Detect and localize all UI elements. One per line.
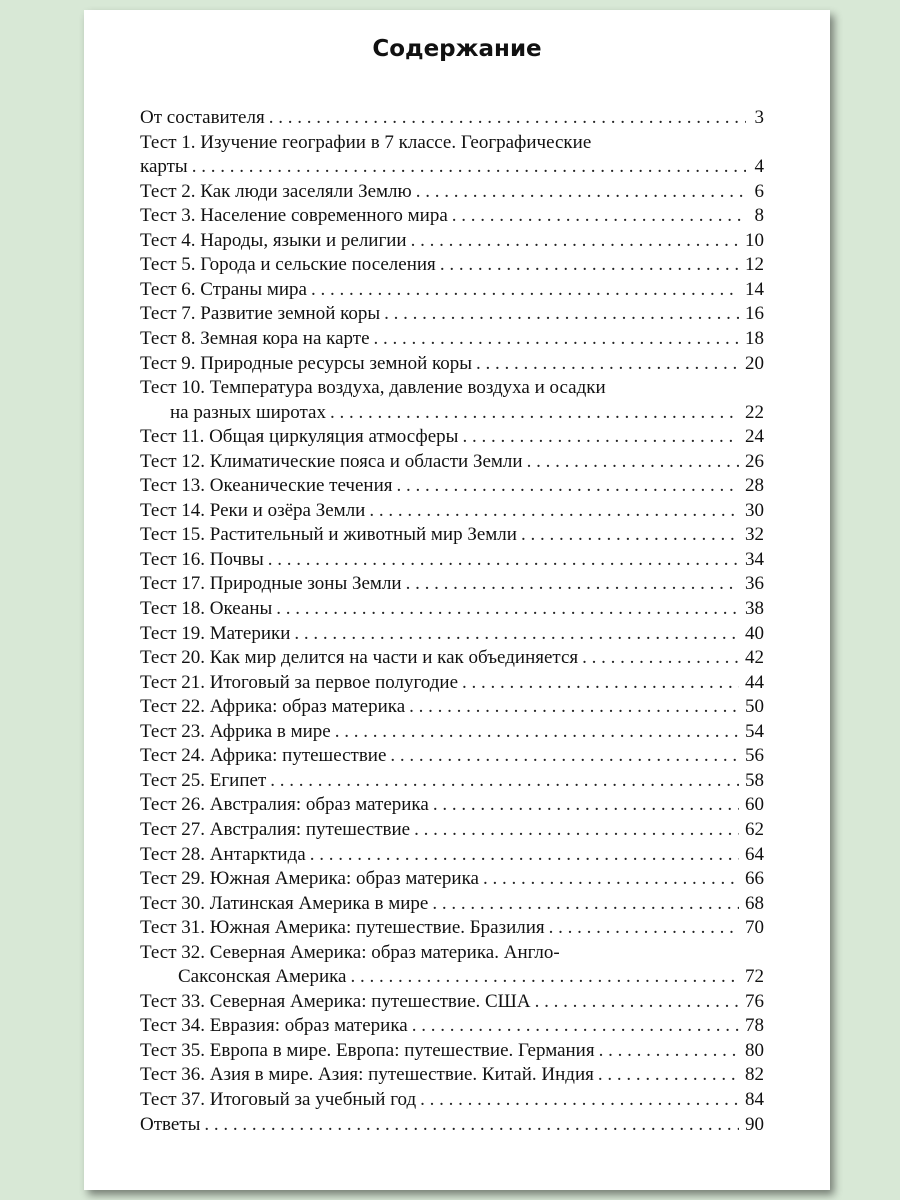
toc-page-number: 76 xyxy=(745,990,764,1012)
toc-entry-text: Тест 36. Азия в мире. Азия: путешествие. Китай. Индия xyxy=(140,1064,594,1086)
toc-page-number: 4 xyxy=(754,156,764,178)
toc-line xyxy=(140,990,764,1014)
toc-line xyxy=(140,671,764,695)
dot-leader xyxy=(409,695,739,719)
dot-leader xyxy=(462,671,739,695)
toc-page-number: 26 xyxy=(745,450,764,472)
toc-entry-text: Тест 37. Итоговый за учебный год xyxy=(140,1089,417,1110)
toc-entry-text: Тест 27. Австралия: путешествие xyxy=(140,818,411,840)
toc-page-number: 80 xyxy=(745,1039,764,1061)
dot-leader xyxy=(369,499,739,523)
toc-page-number: 10 xyxy=(745,229,764,251)
toc-line xyxy=(140,867,764,891)
toc-line xyxy=(140,499,764,523)
dot-leader xyxy=(599,1039,739,1063)
toc-line xyxy=(140,818,764,842)
toc-page-number: 34 xyxy=(745,548,764,570)
toc-page-number: 58 xyxy=(745,769,764,791)
toc-entry-text: Тест 35. Европа в мире. Европа: путешествие. Германия xyxy=(140,1039,595,1061)
toc-line xyxy=(140,204,764,228)
toc-line xyxy=(140,327,764,351)
toc-line xyxy=(140,253,764,277)
toc-page-number: 36 xyxy=(745,573,764,595)
toc-entry-text: Тест 5. Города и сельские поселения xyxy=(140,254,436,276)
toc-entry-text: Тест 10. Температура воздуха, давление воздуха и осадки xyxy=(140,377,606,399)
toc-page-number: 90 xyxy=(745,1113,764,1135)
toc-page-number: 30 xyxy=(745,499,764,521)
toc-line xyxy=(140,1088,764,1112)
toc-line xyxy=(140,916,764,940)
dot-leader xyxy=(294,622,739,646)
toc-line xyxy=(140,106,764,130)
toc-page-number: 8 xyxy=(754,205,764,227)
dot-leader xyxy=(549,916,739,940)
toc-page-number: 6 xyxy=(754,180,764,202)
toc-page-number: 12 xyxy=(745,254,764,276)
toc-entry-text: Тест 14. Реки и озёра Земли xyxy=(140,499,366,521)
toc-line xyxy=(140,352,764,376)
toc-entry-text: Тест 19. Материки xyxy=(140,622,291,644)
dot-leader xyxy=(411,229,739,253)
toc-entry-text: на разных широтах xyxy=(170,401,326,423)
toc-page-number: 40 xyxy=(745,622,764,644)
dot-leader xyxy=(440,253,739,277)
toc-line xyxy=(140,793,764,817)
dot-leader xyxy=(276,597,739,621)
toc-entry-text: Тест 22. Африка: образ материка xyxy=(140,696,406,718)
dot-leader xyxy=(351,965,740,989)
dot-leader xyxy=(270,769,739,793)
document-page xyxy=(84,10,830,1190)
toc-page-number: 38 xyxy=(745,598,764,619)
toc-entry-text: Тест 15. Растительный и животный мир Земли xyxy=(140,524,517,546)
toc-entry-text: Тест 2. Как люди заселяли Землю xyxy=(140,180,412,202)
dot-leader xyxy=(582,646,739,670)
toc-entry-text: Тест 4. Народы, языки и религии xyxy=(140,229,407,251)
toc-line xyxy=(140,278,764,302)
dot-leader xyxy=(204,1113,739,1137)
toc-entry-text: Тест 21. Итоговый за первое полугодие xyxy=(140,671,459,693)
toc-page-number: 82 xyxy=(745,1064,764,1086)
toc-line xyxy=(140,376,764,400)
toc-page-number: 54 xyxy=(745,720,764,742)
dot-leader xyxy=(412,1014,739,1038)
toc-line xyxy=(140,180,764,204)
dot-leader xyxy=(311,278,739,302)
toc-line xyxy=(140,720,764,744)
toc-line xyxy=(140,425,764,449)
toc-page-number: 28 xyxy=(745,475,764,497)
toc-entry-text: Тест 6. Страны мира xyxy=(140,278,307,300)
toc-line xyxy=(140,401,764,425)
toc-entry-text: Тест 25. Египет xyxy=(140,769,267,791)
toc-page-number: 44 xyxy=(745,671,764,693)
toc-entry-text: Тест 7. Развитие земной коры xyxy=(140,303,381,325)
toc-entry-text: Тест 11. Общая циркуляция атмосферы xyxy=(140,426,459,448)
toc-entry-text: Тест 9. Природные ресурсы земной коры xyxy=(140,352,473,374)
toc-entry-text: Тест 16. Почвы xyxy=(140,548,264,570)
toc-page-number: 50 xyxy=(745,696,764,718)
toc-entry-text: Тест 26. Австралия: образ материка xyxy=(140,794,429,816)
toc-line xyxy=(140,302,764,326)
dot-leader xyxy=(416,180,746,204)
toc-line xyxy=(140,695,764,719)
toc-entry-text: Саксонская Америка xyxy=(178,966,347,988)
toc-line xyxy=(140,597,764,621)
toc-line xyxy=(140,1014,764,1038)
toc-line xyxy=(140,622,764,646)
toc-line xyxy=(140,155,764,179)
toc-entry-text: Тест 17. Природные зоны Земли xyxy=(140,573,402,595)
toc-entry-text: Тест 12. Климатические пояса и области Земли xyxy=(140,450,523,472)
dot-leader xyxy=(397,474,740,498)
toc-page-number: 72 xyxy=(745,966,764,988)
dot-leader xyxy=(527,450,739,474)
toc-page-number: 20 xyxy=(745,352,764,374)
dot-leader xyxy=(390,744,739,768)
toc-line xyxy=(140,450,764,474)
toc-line xyxy=(140,523,764,547)
toc-page-number: 84 xyxy=(745,1089,764,1110)
dot-leader xyxy=(335,720,739,744)
toc-page-number: 22 xyxy=(745,401,764,423)
toc-line xyxy=(140,744,764,768)
dot-leader xyxy=(420,1088,739,1112)
toc-page-number: 18 xyxy=(745,327,764,349)
dot-leader xyxy=(452,204,746,228)
toc-line xyxy=(140,229,764,253)
toc-entry-text: Тест 32. Северная Америка: образ материка. Англо- xyxy=(140,941,560,963)
toc-line xyxy=(140,843,764,867)
dot-leader xyxy=(521,523,739,547)
dot-leader xyxy=(384,302,739,326)
toc-page-number: 42 xyxy=(745,647,764,669)
dot-leader xyxy=(330,401,739,425)
toc-entry-text: Тест 30. Латинская Америка в мире xyxy=(140,892,429,914)
toc-line xyxy=(140,646,764,670)
toc-entry-text: Тест 29. Южная Америка: образ материка xyxy=(140,868,479,890)
toc-line xyxy=(140,1039,764,1063)
toc-entry-text: Тест 34. Евразия: образ материка xyxy=(140,1015,408,1037)
page-title: Содержание xyxy=(372,36,542,62)
toc-page-number: 56 xyxy=(745,745,764,767)
toc-line xyxy=(140,131,764,155)
toc-entry-text: Тест 18. Океаны xyxy=(140,598,273,619)
toc-line xyxy=(140,892,764,916)
toc-line xyxy=(140,572,764,596)
toc-page-number: 68 xyxy=(745,892,764,914)
toc-page-number: 3 xyxy=(754,107,764,128)
toc-entry-text: Тест 23. Африка в мире xyxy=(140,720,331,742)
toc-page-number: 62 xyxy=(745,818,764,840)
toc-page-number: 14 xyxy=(745,278,764,300)
dot-leader xyxy=(192,155,746,179)
toc-page-number: 66 xyxy=(745,868,764,890)
toc-page-number: 16 xyxy=(745,303,764,325)
dot-leader xyxy=(406,572,739,596)
toc-page-number: 78 xyxy=(745,1015,764,1037)
dot-leader xyxy=(432,892,739,916)
toc-entry-text: Тест 33. Северная Америка: путешествие. США xyxy=(140,990,531,1012)
toc-entry-text: От составителя xyxy=(140,107,265,128)
toc-entry-text: карты xyxy=(140,156,188,178)
toc-entry-text: Тест 31. Южная Америка: путешествие. Бразилия xyxy=(140,917,545,939)
dot-leader xyxy=(268,548,739,572)
dot-leader xyxy=(310,843,739,867)
dot-leader xyxy=(483,867,739,891)
toc-line xyxy=(140,965,764,989)
dot-leader xyxy=(462,425,739,449)
toc-entry-text: Тест 3. Население современного мира xyxy=(140,205,448,227)
toc-page-number: 60 xyxy=(745,794,764,816)
dot-leader xyxy=(374,327,739,351)
dot-leader xyxy=(414,818,739,842)
dot-leader xyxy=(598,1063,739,1087)
toc-entry-text: Ответы xyxy=(140,1113,201,1135)
toc-line xyxy=(140,941,764,965)
dot-leader xyxy=(269,106,746,130)
toc-line xyxy=(140,548,764,572)
toc-page-number: 24 xyxy=(745,426,764,448)
toc-page-number: 70 xyxy=(745,917,764,939)
dot-leader xyxy=(476,352,739,376)
toc-entry-text: Тест 8. Земная кора на карте xyxy=(140,327,370,349)
toc-entry-text: Тест 24. Африка: путешествие xyxy=(140,745,387,767)
toc-page-number: 32 xyxy=(745,524,764,546)
toc-entry-text: Тест 1. Изучение географии в 7 классе. Географические xyxy=(140,131,592,153)
toc-entry-text: Тест 28. Антарктида xyxy=(140,843,306,865)
toc-line xyxy=(140,1063,764,1087)
toc-entry-text: Тест 20. Как мир делится на части и как объединяется xyxy=(140,647,579,669)
dot-leader xyxy=(433,793,739,817)
toc-page-number: 64 xyxy=(745,843,764,865)
dot-leader xyxy=(535,990,739,1014)
toc-entry-text: Тест 13. Океанические течения xyxy=(140,475,393,497)
toc-line xyxy=(140,1113,764,1137)
toc-line xyxy=(140,769,764,793)
toc-line xyxy=(140,474,764,498)
